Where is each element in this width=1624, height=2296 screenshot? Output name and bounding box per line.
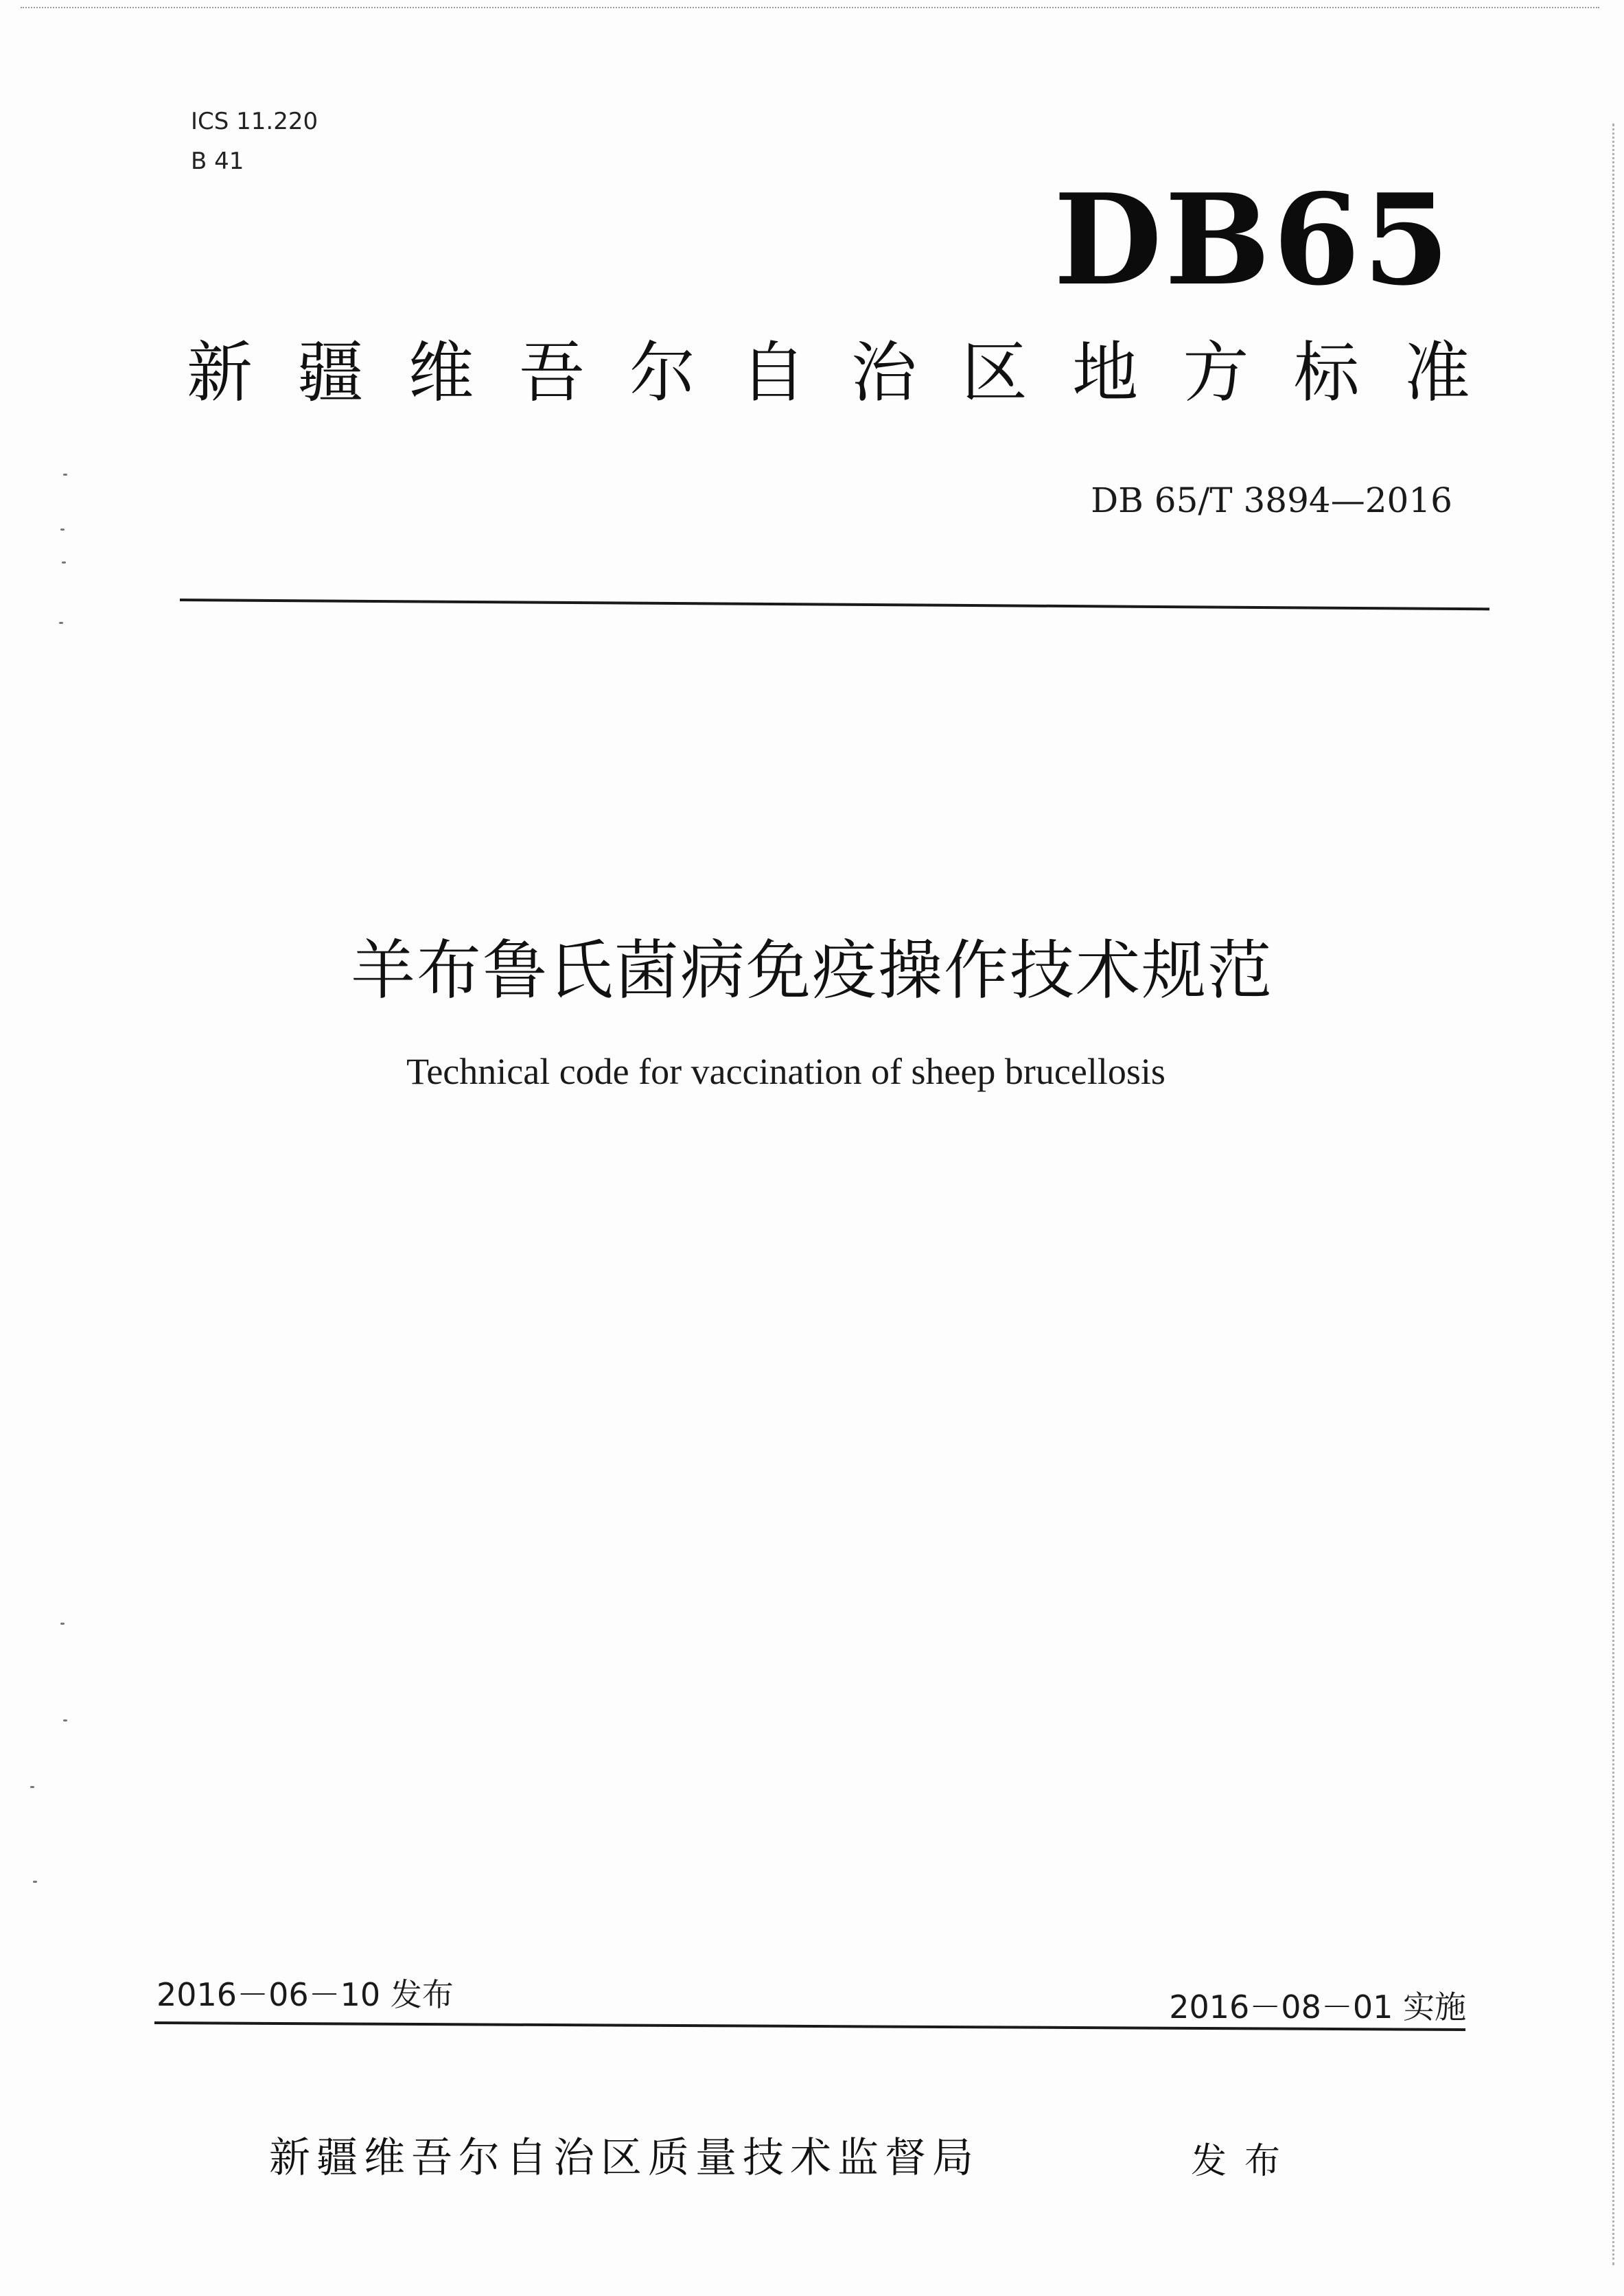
scan-right-edge xyxy=(1612,124,1619,2265)
ics-code: ICS 11.220 xyxy=(191,108,318,135)
scan-speck xyxy=(33,1881,37,1883)
standard-code-logo: DB65 xyxy=(1054,166,1452,313)
standard-type-char: 方 xyxy=(1183,334,1249,411)
standard-type-char: 吾 xyxy=(518,334,585,411)
scan-speck xyxy=(30,1786,34,1788)
standard-number: DB 65/T 3894—2016 xyxy=(1091,480,1452,520)
scan-speck xyxy=(60,529,65,531)
standard-type-char: 地 xyxy=(1072,334,1139,411)
classification-codes xyxy=(191,102,318,181)
scan-speck xyxy=(62,561,66,564)
scan-speck xyxy=(63,1719,67,1721)
scan-speck xyxy=(63,474,67,476)
standard-type-char: 维 xyxy=(408,334,474,411)
scan-speck xyxy=(59,622,63,624)
issue-date: 2016－06－10 发布 xyxy=(156,1976,454,2013)
document-title-chinese: 羊布鲁氏菌病免疫操作技术规范 xyxy=(350,934,1273,1008)
standard-type-heading xyxy=(187,334,1470,411)
header-divider xyxy=(180,599,1489,610)
scan-top-edge xyxy=(21,0,1599,8)
standard-type-char: 治 xyxy=(850,334,917,411)
standard-type-char: 尔 xyxy=(629,334,696,411)
standard-type-char: 准 xyxy=(1404,334,1470,411)
scan-speck xyxy=(60,1623,65,1625)
issuing-authority: 新疆维吾尔自治区质量技术监督局 xyxy=(269,2134,979,2182)
document-title-english: Technical code for vaccination of sheep brucellosis xyxy=(406,1051,1165,1092)
standard-type-char: 标 xyxy=(1293,334,1360,411)
issuing-action: 发布 xyxy=(1191,2141,1299,2182)
ccs-code: B 41 xyxy=(191,148,244,175)
standard-type-char: 区 xyxy=(961,334,1028,411)
implementation-date: 2016－08－01 实施 xyxy=(1169,1988,1466,2026)
standard-type-char: 新 xyxy=(187,334,253,411)
standard-type-char: 自 xyxy=(740,334,807,411)
standard-type-char: 疆 xyxy=(297,334,364,411)
